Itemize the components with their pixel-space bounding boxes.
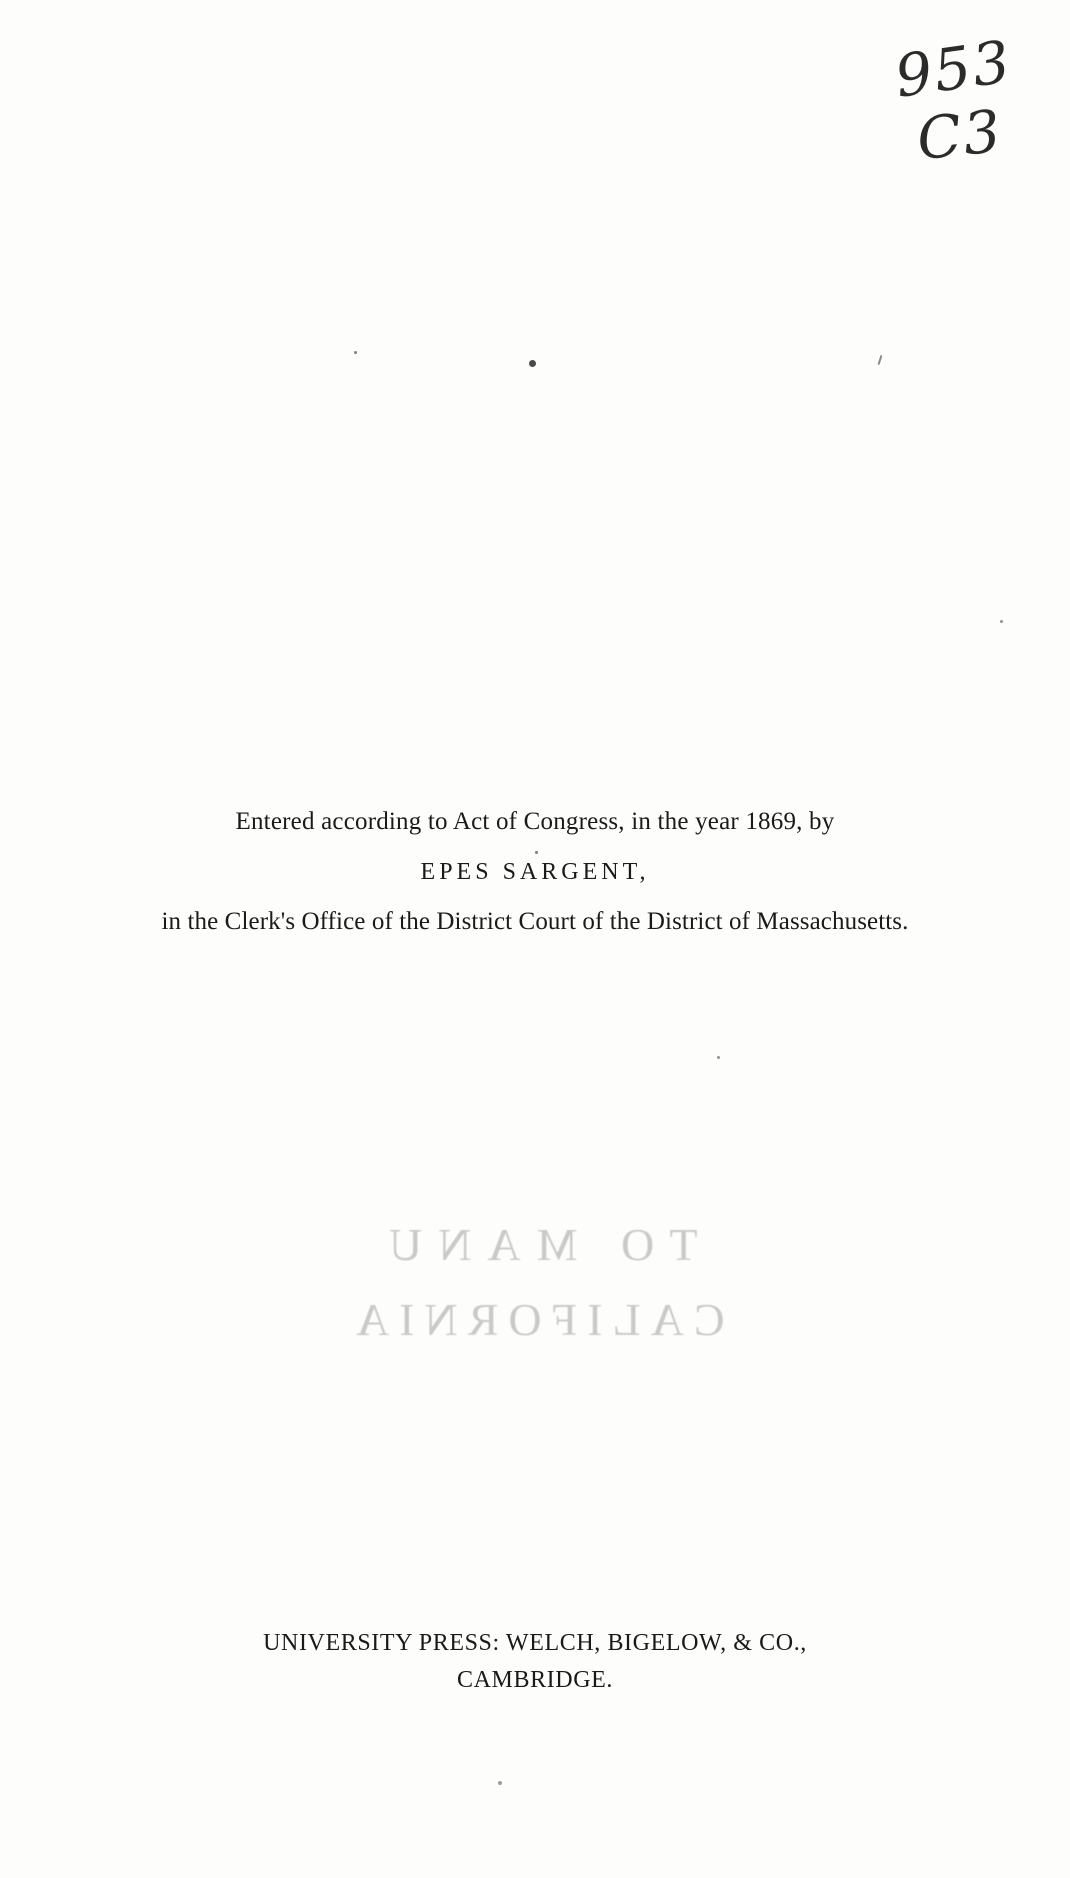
page-speck (354, 351, 357, 354)
ghost-line-2: CALIFORNIA (345, 1294, 725, 1345)
imprint-line-1: UNIVERSITY PRESS: WELCH, BIGELOW, & CO., (263, 1630, 807, 1656)
copyright-author: EPES SARGENT, (420, 859, 650, 886)
offset-ghost-text (0, 1218, 1070, 1346)
page-speck (1000, 620, 1003, 623)
copyright-line-1: Entered according to Act of Congress, in the year 1869, by (235, 808, 835, 835)
printer-imprint (0, 1630, 1070, 1694)
call-number-line-1: 953 (891, 27, 1017, 111)
page-speck (878, 355, 883, 365)
page-speck (498, 1781, 502, 1785)
copyright-line-3: in the Clerk's Office of the District Court of the District of Massachusetts. (161, 908, 909, 936)
page-speck (529, 360, 536, 367)
ghost-line-1: TO MANU (372, 1219, 698, 1270)
copyright-notice (0, 806, 1070, 936)
call-number-line-2: C3 (913, 96, 1006, 174)
handwritten-call-number (872, 27, 1017, 220)
imprint-line-2: CAMBRIDGE. (456, 1667, 613, 1693)
page-speck (717, 1056, 720, 1059)
